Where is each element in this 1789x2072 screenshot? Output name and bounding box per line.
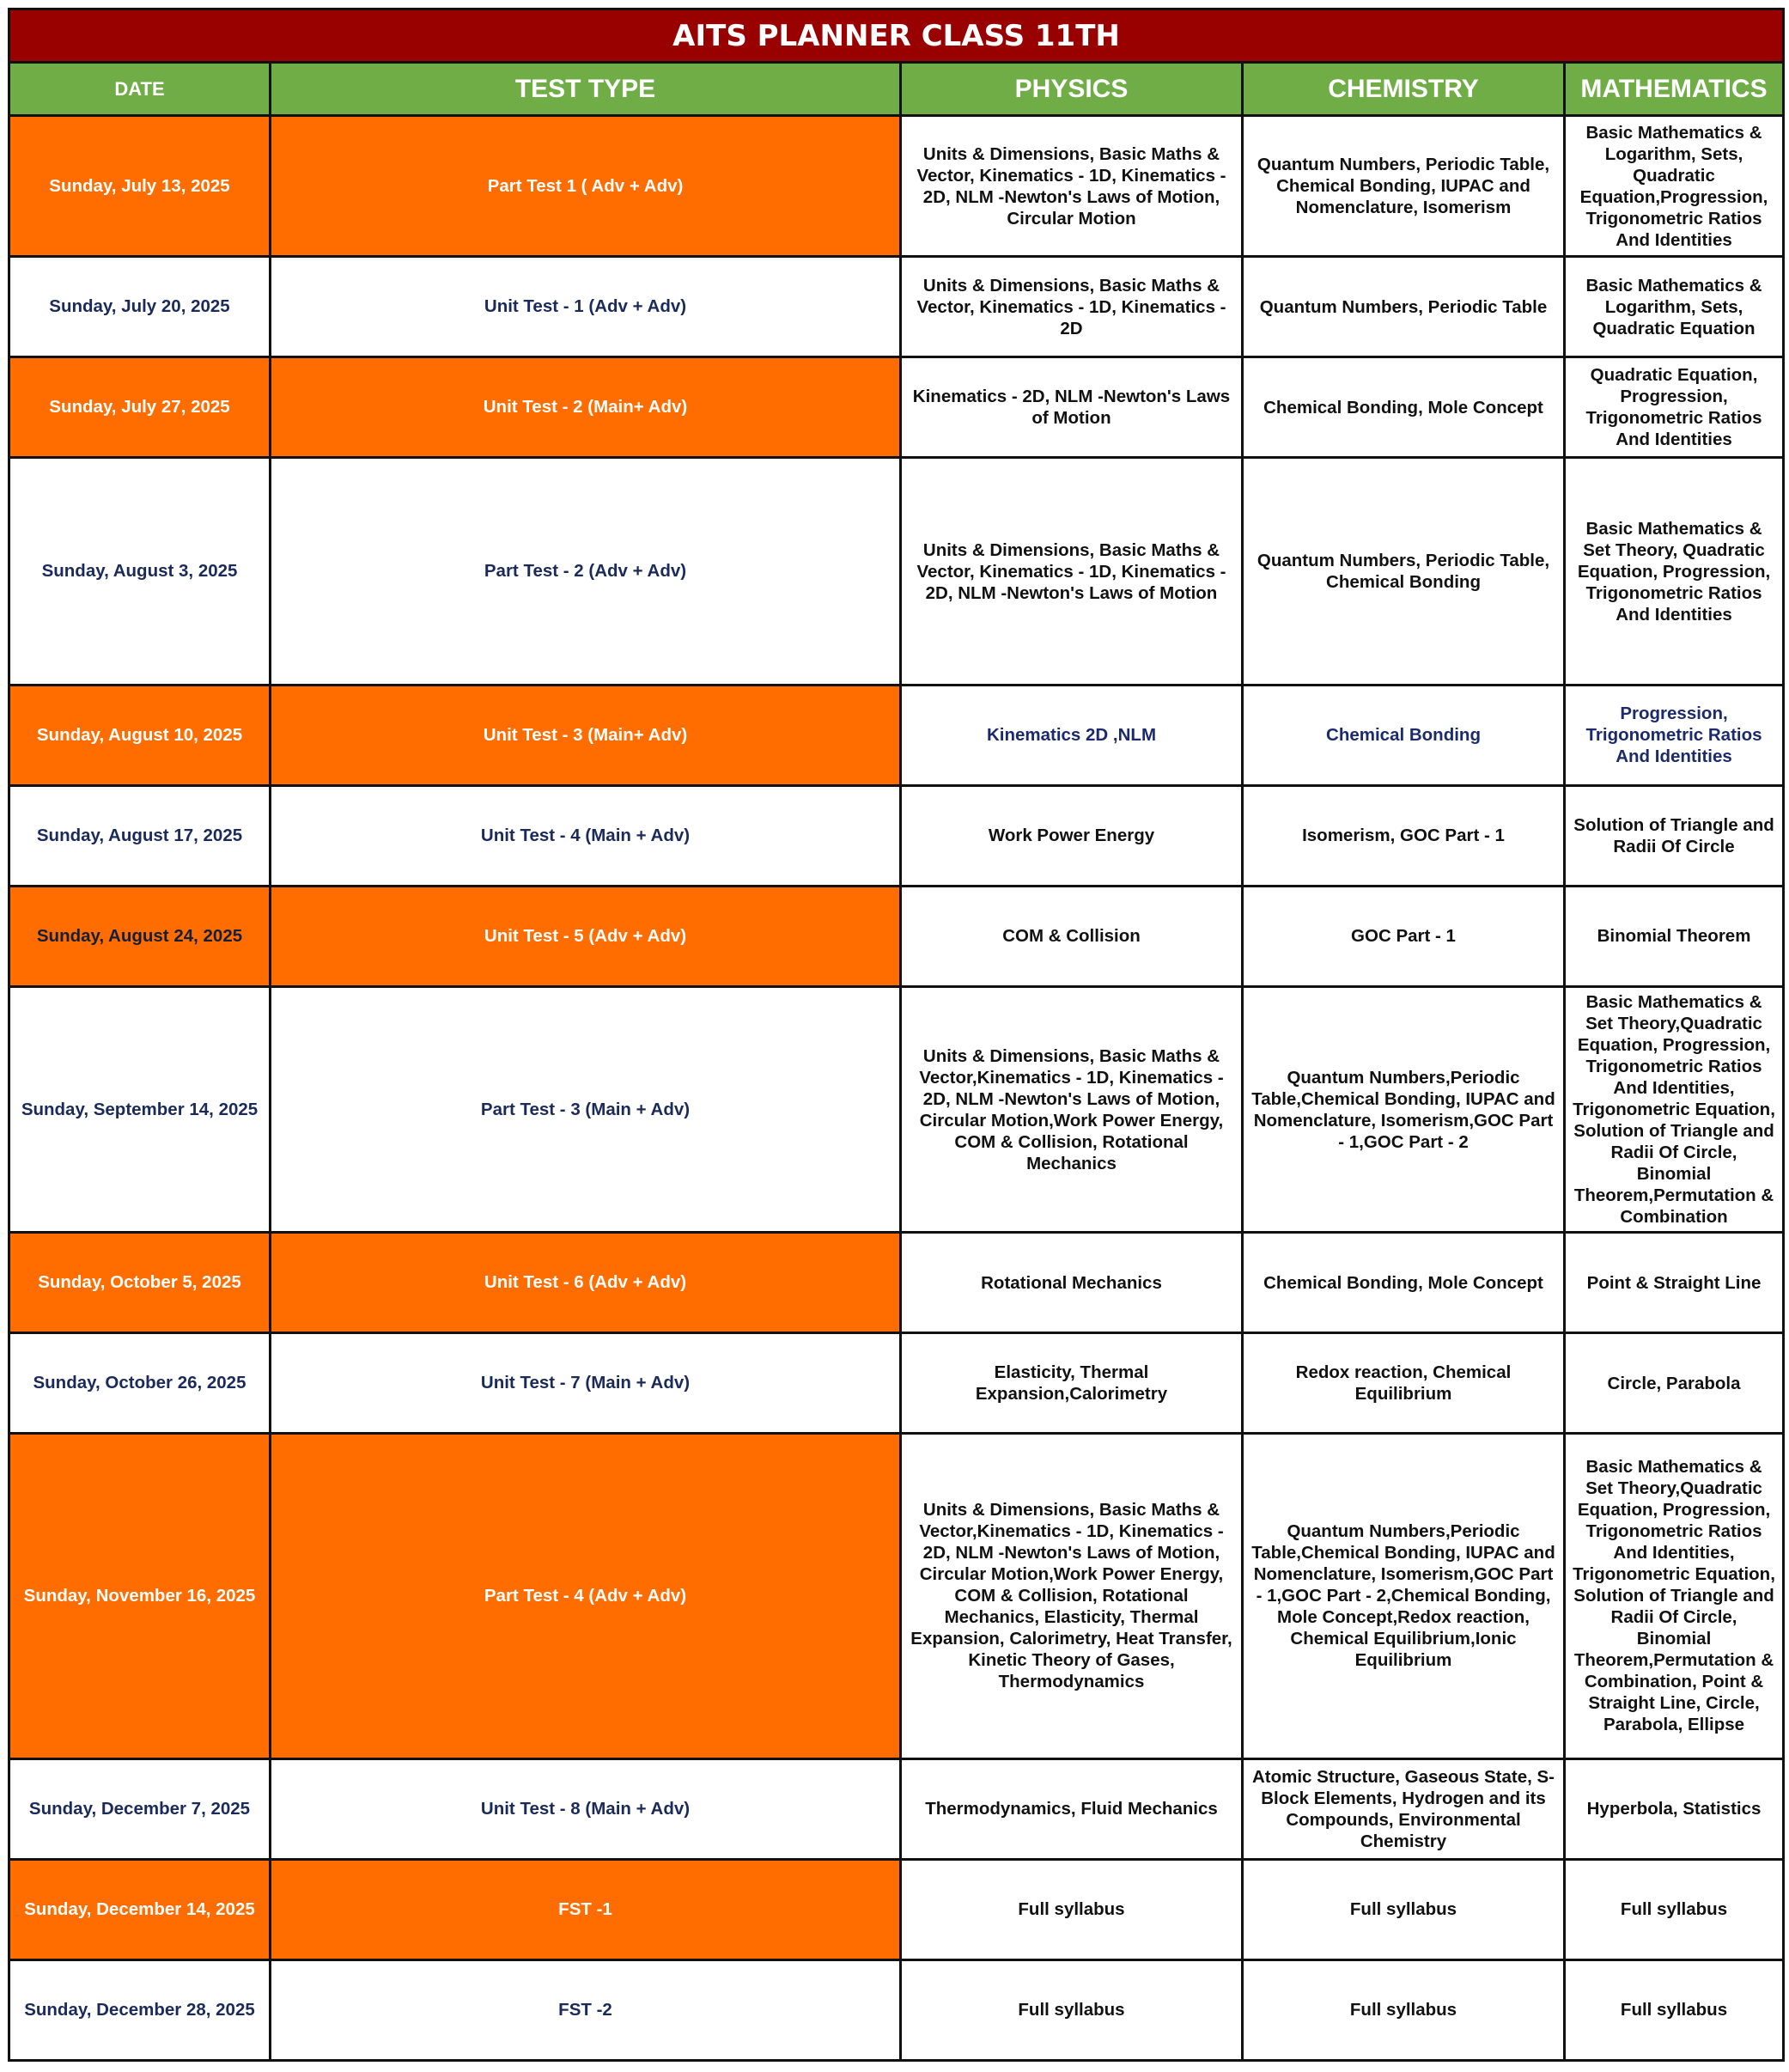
table-row	[9, 458, 1784, 685]
table-row	[9, 1434, 1784, 1758]
chemistry-cell: GOC Part - 1	[1243, 886, 1565, 986]
chemistry-cell: Chemical Bonding, Mole Concept	[1243, 1233, 1565, 1333]
chemistry-cell: Quantum Numbers, Periodic Table, Chemical Bonding, IUPAC and Nomenclature, Isomerism	[1243, 116, 1565, 257]
test-type-cell: Part Test - 3 (Main + Adv)	[271, 986, 901, 1232]
physics-cell: Units & Dimensions, Basic Maths & Vector,Kinematics - 1D, Kinematics - 2D, NLM -Newton's Laws of Motion, Circular Motion,Work Power Energy, COM & Collision, Rotational Mechanics, Elasticity, Thermal Expansion, Calorimetry, Heat Transfer, Kinetic Theory of Gases, Thermodynamics	[901, 1434, 1243, 1758]
physics-cell: Full syllabus	[901, 1959, 1243, 2060]
header-mathematics: MATHEMATICS	[1565, 63, 1784, 116]
chemistry-cell: Atomic Structure, Gaseous State, S-Block Elements, Hydrogen and its Compounds, Environmental Chemistry	[1243, 1758, 1565, 1859]
physics-cell: Units & Dimensions, Basic Maths & Vector, Kinematics - 1D, Kinematics - 2D, NLM -Newton's Laws of Motion	[901, 458, 1243, 685]
chemistry-cell: Full syllabus	[1243, 1959, 1565, 2060]
chemistry-cell: Redox reaction, Chemical Equilibrium	[1243, 1333, 1565, 1434]
physics-cell: Full syllabus	[901, 1859, 1243, 1959]
mathematics-cell: Basic Mathematics & Set Theory, Quadratic Equation, Progression, Trigonometric Ratios And Identities	[1565, 458, 1784, 685]
table-row	[9, 1233, 1784, 1333]
physics-cell: Thermodynamics, Fluid Mechanics	[901, 1758, 1243, 1859]
date-cell: Sunday, August 3, 2025	[9, 458, 271, 685]
test-type-cell: Unit Test - 3 (Main+ Adv)	[271, 685, 901, 785]
date-cell: Sunday, December 7, 2025	[9, 1758, 271, 1859]
table-row	[9, 1333, 1784, 1434]
physics-cell: Units & Dimensions, Basic Maths & Vector, Kinematics - 1D, Kinematics - 2D, NLM -Newton's Laws of Motion, Circular Motion	[901, 116, 1243, 257]
date-cell: Sunday, August 17, 2025	[9, 785, 271, 886]
table-row	[9, 1959, 1784, 2060]
chemistry-cell: Isomerism, GOC Part - 1	[1243, 785, 1565, 886]
header-row	[9, 63, 1784, 116]
date-cell: Sunday, November 16, 2025	[9, 1434, 271, 1758]
test-type-cell: Unit Test - 5 (Adv + Adv)	[271, 886, 901, 986]
header-physics: PHYSICS	[901, 63, 1243, 116]
planner-title: AITS PLANNER CLASS 11TH	[9, 9, 1784, 63]
date-cell: Sunday, August 24, 2025	[9, 886, 271, 986]
mathematics-cell: Hyperbola, Statistics	[1565, 1758, 1784, 1859]
physics-cell: Kinematics 2D ,NLM	[901, 685, 1243, 785]
test-type-cell: Unit Test - 7 (Main + Adv)	[271, 1333, 901, 1434]
test-type-cell: Unit Test - 1 (Adv + Adv)	[271, 257, 901, 357]
mathematics-cell: Basic Mathematics & Logarithm, Sets, Quadratic Equation	[1565, 257, 1784, 357]
date-cell: Sunday, July 13, 2025	[9, 116, 271, 257]
table-row	[9, 685, 1784, 785]
table-row	[9, 257, 1784, 357]
chemistry-cell: Quantum Numbers, Periodic Table, Chemical Bonding	[1243, 458, 1565, 685]
physics-cell: COM & Collision	[901, 886, 1243, 986]
table-row	[9, 357, 1784, 458]
test-type-cell: Unit Test - 4 (Main + Adv)	[271, 785, 901, 886]
table-row	[9, 886, 1784, 986]
test-type-cell: Unit Test - 8 (Main + Adv)	[271, 1758, 901, 1859]
table-row	[9, 116, 1784, 257]
chemistry-cell: Quantum Numbers, Periodic Table	[1243, 257, 1565, 357]
date-cell: Sunday, August 10, 2025	[9, 685, 271, 785]
mathematics-cell: Circle, Parabola	[1565, 1333, 1784, 1434]
date-cell: Sunday, July 20, 2025	[9, 257, 271, 357]
date-cell: Sunday, October 26, 2025	[9, 1333, 271, 1434]
chemistry-cell: Chemical Bonding	[1243, 685, 1565, 785]
aits-planner-table	[8, 8, 1785, 2062]
chemistry-cell: Full syllabus	[1243, 1859, 1565, 1959]
mathematics-cell: Quadratic Equation, Progression, Trigonometric Ratios And Identities	[1565, 357, 1784, 458]
test-type-cell: Unit Test - 6 (Adv + Adv)	[271, 1233, 901, 1333]
test-type-cell: Unit Test - 2 (Main+ Adv)	[271, 357, 901, 458]
mathematics-cell: Binomial Theorem	[1565, 886, 1784, 986]
mathematics-cell: Full syllabus	[1565, 1959, 1784, 2060]
mathematics-cell: Basic Mathematics & Logarithm, Sets, Quadratic Equation,Progression, Trigonometric Ratios And Identities	[1565, 116, 1784, 257]
physics-cell: Elasticity, Thermal Expansion,Calorimetry	[901, 1333, 1243, 1434]
chemistry-cell: Quantum Numbers,Periodic Table,Chemical Bonding, IUPAC and Nomenclature, Isomerism,GOC Part - 1,GOC Part - 2,Chemical Bonding, Mole Concept,Redox reaction, Chemical Equilibrium,Ionic Equilibrium	[1243, 1434, 1565, 1758]
table-row	[9, 1758, 1784, 1859]
table-row	[9, 986, 1784, 1232]
mathematics-cell: Full syllabus	[1565, 1859, 1784, 1959]
mathematics-cell: Basic Mathematics & Set Theory,Quadratic Equation, Progression, Trigonometric Ratios And Identities, Trigonometric Equation, Solution of Triangle and Radii Of Circle, Binomial Theorem,Permutation & Combination	[1565, 986, 1784, 1232]
date-cell: Sunday, July 27, 2025	[9, 357, 271, 458]
test-type-cell: Part Test - 4 (Adv + Adv)	[271, 1434, 901, 1758]
header-test-type: TEST TYPE	[271, 63, 901, 116]
mathematics-cell: Basic Mathematics & Set Theory,Quadratic Equation, Progression, Trigonometric Ratios And Identities, Trigonometric Equation, Solution of Triangle and Radii Of Circle, Binomial Theorem,Permutation & Combination, Point & Straight Line, Circle, Parabola, Ellipse	[1565, 1434, 1784, 1758]
mathematics-cell: Progression, Trigonometric Ratios And Identities	[1565, 685, 1784, 785]
header-chemistry: CHEMISTRY	[1243, 63, 1565, 116]
header-date: DATE	[9, 63, 271, 116]
mathematics-cell: Solution of Triangle and Radii Of Circle	[1565, 785, 1784, 886]
date-cell: Sunday, September 14, 2025	[9, 986, 271, 1232]
test-type-cell: Part Test 1 ( Adv + Adv)	[271, 116, 901, 257]
physics-cell: Work Power Energy	[901, 785, 1243, 886]
test-type-cell: FST -1	[271, 1859, 901, 1959]
table-row	[9, 785, 1784, 886]
physics-cell: Rotational Mechanics	[901, 1233, 1243, 1333]
mathematics-cell: Point & Straight Line	[1565, 1233, 1784, 1333]
table-row	[9, 1859, 1784, 1959]
title-row	[9, 9, 1784, 63]
date-cell: Sunday, October 5, 2025	[9, 1233, 271, 1333]
physics-cell: Units & Dimensions, Basic Maths & Vector,Kinematics - 1D, Kinematics - 2D, NLM -Newton's Laws of Motion, Circular Motion,Work Power Energy, COM & Collision, Rotational Mechanics	[901, 986, 1243, 1232]
physics-cell: Units & Dimensions, Basic Maths & Vector, Kinematics - 1D, Kinematics - 2D	[901, 257, 1243, 357]
test-type-cell: Part Test - 2 (Adv + Adv)	[271, 458, 901, 685]
date-cell: Sunday, December 14, 2025	[9, 1859, 271, 1959]
date-cell: Sunday, December 28, 2025	[9, 1959, 271, 2060]
test-type-cell: FST -2	[271, 1959, 901, 2060]
planner-body	[9, 9, 1784, 2061]
physics-cell: Kinematics - 2D, NLM -Newton's Laws of Motion	[901, 357, 1243, 458]
chemistry-cell: Quantum Numbers,Periodic Table,Chemical Bonding, IUPAC and Nomenclature, Isomerism,GOC Part - 1,GOC Part - 2	[1243, 986, 1565, 1232]
chemistry-cell: Chemical Bonding, Mole Concept	[1243, 357, 1565, 458]
